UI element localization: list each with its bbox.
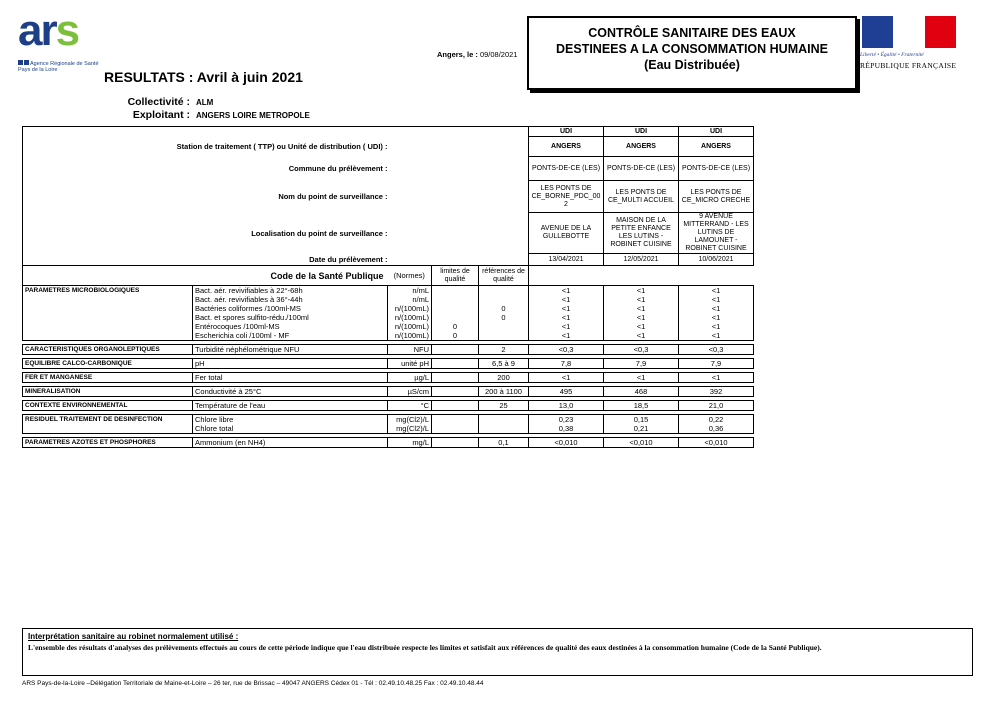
- parameter-name: Bact. aér. revivifiables à 36°-44h: [193, 295, 388, 304]
- parameter-unit: °C: [388, 401, 432, 411]
- parameter-name: Température de l'eau: [193, 401, 388, 411]
- table-row: [23, 322, 754, 331]
- limit-value: [432, 415, 479, 425]
- category-label: CONTEXTE ENVIRONNEMENTAL: [23, 401, 193, 411]
- limites-header: limites de qualité: [432, 266, 479, 286]
- result-value: <1: [604, 313, 679, 322]
- point-value: LES PONTS DE CE_MICRO CRECHE: [679, 181, 754, 213]
- header-row-station: [23, 137, 754, 157]
- references-header: références de qualité: [479, 266, 529, 286]
- commune-value: PONTS-DE-CE (LES): [679, 157, 754, 181]
- date-value: 10/06/2021: [679, 254, 754, 266]
- station-value: ANGERS: [679, 137, 754, 157]
- exploitant-label: Exploitant :: [132, 109, 190, 121]
- result-value: <1: [529, 304, 604, 313]
- category-label: CARACTERISTIQUES ORGANOLEPTIQUES: [23, 345, 193, 355]
- result-value: <1: [529, 313, 604, 322]
- station-value: ANGERS: [604, 137, 679, 157]
- category-spacer: [23, 322, 193, 331]
- result-value: 495: [529, 387, 604, 397]
- parameter-unit: n/(100mL): [388, 322, 432, 331]
- date-label: Date du prélèvement :: [23, 254, 388, 266]
- result-value: 0,23: [529, 415, 604, 425]
- table-row: [23, 424, 754, 434]
- header-row-commune: [23, 157, 754, 181]
- title-line2: DESTINEES A LA CONSOMMATION HUMAINE: [556, 42, 828, 56]
- station-value: ANGERS: [529, 137, 604, 157]
- category-label: MINERALISATION: [23, 387, 193, 397]
- udi-type-value: UDI: [529, 127, 604, 137]
- reference-value: 0: [479, 313, 529, 322]
- reference-value: [479, 415, 529, 425]
- result-value: <0,010: [679, 438, 754, 448]
- category-label: EQUILIBRE CALCO-CARBONIQUE: [23, 359, 193, 369]
- limit-value: [432, 387, 479, 397]
- head-spacer: [604, 266, 679, 286]
- udi-type-value: UDI: [679, 127, 754, 137]
- result-value: 0,38: [529, 424, 604, 434]
- reference-value: [479, 322, 529, 331]
- parameter-name: Turbidité néphélométrique NFU: [193, 345, 388, 355]
- table-row: [23, 359, 754, 369]
- result-value: 0,15: [604, 415, 679, 425]
- parameter-unit: unité pH: [388, 359, 432, 369]
- parameter-name: Ammonium (en NH4): [193, 438, 388, 448]
- title-line1: CONTRÔLE SANITAIRE DES EAUX: [588, 26, 796, 40]
- date-label: Angers, le :: [437, 50, 478, 59]
- reference-value: 200 à 1100: [479, 387, 529, 397]
- header-row-date: [23, 254, 754, 266]
- result-value: <0,3: [604, 345, 679, 355]
- limit-value: [432, 424, 479, 434]
- result-value: <1: [529, 331, 604, 341]
- title-line3: (Eau Distribuée): [644, 58, 740, 72]
- flag-icon: [862, 16, 956, 48]
- localisation-value: MAISON DE LA PETITE ENFANCE LES LUTINS - ROBINET CUISINE: [604, 213, 679, 254]
- localisation-label: Localisation du point de surveillance :: [23, 213, 388, 254]
- result-value: <1: [604, 304, 679, 313]
- station-label: Station de traitement ( TTP) ou Unité de distribution ( UDI) :: [23, 137, 388, 157]
- header-spacer: [388, 181, 529, 213]
- result-value: 18,5: [604, 401, 679, 411]
- category-label: RESIDUEL TRAITEMENT DE DESINFECTION: [23, 415, 193, 425]
- reference-value: [479, 331, 529, 341]
- limit-value: [432, 359, 479, 369]
- result-value: <1: [529, 373, 604, 383]
- category-spacer: [23, 313, 193, 322]
- localisation-value: 9 AVENUE MITTERRAND - LES LUTINS DE LAMOUNET - ROBINET CUISINE: [679, 213, 754, 254]
- parameter-unit: n/mL: [388, 295, 432, 304]
- parameter-name: pH: [193, 359, 388, 369]
- result-value: 0,22: [679, 415, 754, 425]
- result-value: <1: [679, 295, 754, 304]
- result-value: <0,010: [604, 438, 679, 448]
- category-label: PARAMETRES MICROBIOLOGIQUES: [23, 286, 193, 296]
- reference-value: 6,5 à 9: [479, 359, 529, 369]
- table-row: [23, 387, 754, 397]
- category-spacer: [23, 331, 193, 341]
- result-value: <1: [604, 373, 679, 383]
- date-value: 13/04/2021: [529, 254, 604, 266]
- result-value: <1: [529, 286, 604, 296]
- result-value: <0,3: [679, 345, 754, 355]
- result-value: 0,36: [679, 424, 754, 434]
- header-row-udi-type: [23, 127, 754, 137]
- parameter-unit: µS/cm: [388, 387, 432, 397]
- rf-motto: Liberté • Égalité • Fraternité: [860, 52, 924, 58]
- result-value: 0,21: [604, 424, 679, 434]
- limit-value: [432, 345, 479, 355]
- result-value: <0,010: [529, 438, 604, 448]
- udi-type-value: UDI: [604, 127, 679, 137]
- footer-address: ARS Pays-de-la-Loire –Délégation Territoriale de Maine-et-Loire – 26 ter, rue de Brissac – 49047 ANGERS Cédex 01 - Tél : 02.49.10.48.25 Fax : 02.49.10.48.44: [22, 680, 484, 687]
- parameter-unit: mg(Cl2)/L: [388, 415, 432, 425]
- collectivite-label: Collectivité :: [127, 96, 190, 108]
- result-value: 468: [604, 387, 679, 397]
- table-row: [23, 286, 754, 296]
- reference-value: 25: [479, 401, 529, 411]
- date-value: 12/05/2021: [604, 254, 679, 266]
- result-value: <1: [604, 331, 679, 341]
- point-value: LES PONTS DE CE_BORNE_PDC_00 2: [529, 181, 604, 213]
- reference-value: 0: [479, 304, 529, 313]
- rf-name: RÉPUBLIQUE FRANÇAISE: [860, 61, 957, 70]
- result-value: <1: [679, 373, 754, 383]
- category-spacer: [23, 304, 193, 313]
- result-value: 7,9: [604, 359, 679, 369]
- commune-value: PONTS-DE-CE (LES): [604, 157, 679, 181]
- logo-text-b: s: [55, 6, 79, 55]
- limit-value: 0: [432, 322, 479, 331]
- header-row-point: [23, 181, 754, 213]
- header-spacer: [388, 127, 529, 137]
- parameter-name: Conductivité à 25°C: [193, 387, 388, 397]
- limit-value: [432, 295, 479, 304]
- parameter-name: Fer total: [193, 373, 388, 383]
- limit-value: [432, 438, 479, 448]
- parameter-unit: n/(100mL): [388, 304, 432, 313]
- parameter-unit: mg/L: [388, 438, 432, 448]
- category-spacer: [23, 424, 193, 434]
- point-value: LES PONTS DE CE_MULTI ACCUEIL: [604, 181, 679, 213]
- parameter-name: Bactéries coliformes /100ml-MS: [193, 304, 388, 313]
- table-row: [23, 345, 754, 355]
- date-value: 09/08/2021: [479, 50, 518, 59]
- ars-logo: [18, 6, 128, 73]
- republique-francaise-logo: [860, 16, 960, 76]
- result-value: 21,0: [679, 401, 754, 411]
- limit-value: [432, 373, 479, 383]
- point-label: Nom du point de surveillance :: [23, 181, 388, 213]
- normes-header: (Normes): [388, 266, 432, 286]
- table-row: [23, 438, 754, 448]
- parameter-unit: n/mL: [388, 286, 432, 296]
- table-row: [23, 415, 754, 425]
- parameter-unit: n/(100mL): [388, 313, 432, 322]
- result-value: <1: [604, 322, 679, 331]
- code-sante-publique-header: Code de la Santé Publique: [23, 266, 388, 286]
- commune-label: Commune du prélèvement :: [23, 157, 388, 181]
- category-label: PARAMETRES AZOTES ET PHOSPHORES: [23, 438, 193, 448]
- table-row: [23, 373, 754, 383]
- result-value: <0,3: [529, 345, 604, 355]
- results-title: RESULTATS : Avril à juin 2021: [104, 69, 303, 85]
- parameter-name: Escherichia coli /100ml - MF: [193, 331, 388, 341]
- reference-value: 2: [479, 345, 529, 355]
- table-row: [23, 295, 754, 304]
- reference-value: 200: [479, 373, 529, 383]
- collectivite-value: ALM: [196, 98, 214, 107]
- result-value: 7,9: [679, 359, 754, 369]
- parameter-name: Chlore total: [193, 424, 388, 434]
- logo-line1: Agence Régionale de Santé: [30, 61, 99, 67]
- result-value: <1: [679, 304, 754, 313]
- parameter-name: Bact. et spores sulfito-rédu./100ml: [193, 313, 388, 322]
- result-value: 7,8: [529, 359, 604, 369]
- header-spacer: [388, 157, 529, 181]
- results-table: [22, 126, 754, 448]
- logo-line2: Pays de la Loire: [18, 67, 58, 73]
- result-value: <1: [679, 322, 754, 331]
- parameter-unit: µg/L: [388, 373, 432, 383]
- result-value: <1: [679, 331, 754, 341]
- result-value: <1: [679, 286, 754, 296]
- result-value: <1: [679, 313, 754, 322]
- table-row: [23, 401, 754, 411]
- result-value: <1: [529, 322, 604, 331]
- parameter-name: Chlore libre: [193, 415, 388, 425]
- header-spacer: [388, 213, 529, 254]
- limit-value: 0: [432, 331, 479, 341]
- head-spacer: [529, 266, 604, 286]
- parameter-unit: n/(100mL): [388, 331, 432, 341]
- localisation-value: AVENUE DE LA GULLEBOTTE: [529, 213, 604, 254]
- category-spacer: [23, 295, 193, 304]
- reference-value: 0,1: [479, 438, 529, 448]
- header-spacer: [388, 137, 529, 157]
- title-box: [527, 16, 857, 90]
- result-value: <1: [604, 295, 679, 304]
- table-row: [23, 331, 754, 341]
- head-spacer: [679, 266, 754, 286]
- parameter-name: Entérocoques /100ml-MS: [193, 322, 388, 331]
- table-row: [23, 304, 754, 313]
- header-row-localisation: [23, 213, 754, 254]
- limit-value: [432, 286, 479, 296]
- table-row: [23, 313, 754, 322]
- udi-type-label: [23, 127, 388, 137]
- result-value: <1: [604, 286, 679, 296]
- limit-value: [432, 313, 479, 322]
- parameter-unit: mg(Cl2)/L: [388, 424, 432, 434]
- commune-value: PONTS-DE-CE (LES): [529, 157, 604, 181]
- date-line: [437, 50, 517, 59]
- logo-text-a: ar: [18, 6, 56, 55]
- table-head-row: [23, 266, 754, 286]
- category-label: FER ET MANGANESE: [23, 373, 193, 383]
- result-value: <1: [529, 295, 604, 304]
- header-spacer: [388, 254, 529, 266]
- parameter-unit: NFU: [388, 345, 432, 355]
- interpretation-text: L'ensemble des résultats d'analyses des prélèvements effectués au cours de cette période indique que l'eau distribuée respecte les limites et satisfait aux références de qualité des eaux destinées à la consommation humaine (Code de la Santé Publique).: [28, 643, 822, 652]
- result-value: 392: [679, 387, 754, 397]
- interpretation-title: Interprétation sanitaire au robinet normalement utilisé :: [28, 632, 239, 641]
- parameter-name: Bact. aér. revivifiables à 22°-68h: [193, 286, 388, 296]
- reference-value: [479, 286, 529, 296]
- interpretation-box: [22, 628, 973, 676]
- result-value: 13,0: [529, 401, 604, 411]
- reference-value: [479, 424, 529, 434]
- limit-value: [432, 304, 479, 313]
- exploitant-value: ANGERS LOIRE METROPOLE: [196, 111, 310, 120]
- limit-value: [432, 401, 479, 411]
- reference-value: [479, 295, 529, 304]
